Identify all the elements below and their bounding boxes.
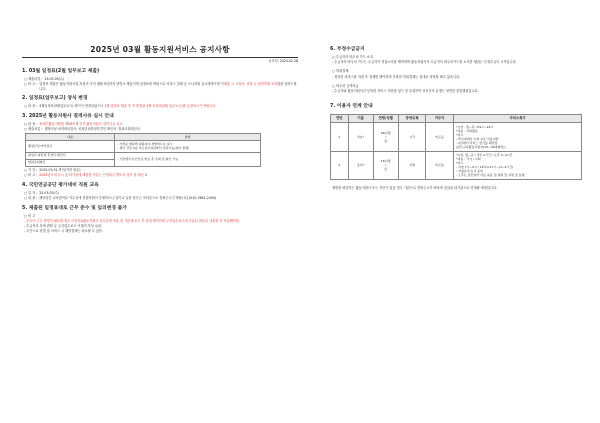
footer-note: 재방을 희망하는 활동지원사 또는 지인이 있을 경우 기관으로 연락주시기 바라며 결실내 타기관으로 연계될 예정입니다.	[332, 185, 498, 190]
table-row: 범죄조회회신	[26, 159, 261, 166]
service-details: *요일 : 월~목 / 09시~16시 *내용 : 사회활동 *비고 - 학교내에서 수업 보조 이동지원 - 1일체서 서비스 받기를 희망함 (골든교육활동지원자(15~30대희망))	[453, 123, 581, 151]
section-1-heading: 1. 03월 일정표(2월 업무보고 제출)	[22, 68, 100, 74]
requirements-table	[25, 133, 261, 166]
section-4-heading: 4. 국민연금공단 평가대비 직원 교육	[22, 182, 99, 188]
table-row: 1 안효* 66년생 / 남 시각 마포동 *요일 : 월~목 / 09시~16시 *내용 : 사회활동 *비고 - 학교내에서 수업 보조 이동지원 - 1일체서 서비스 받기를 희망함 (골든교육활동지원자(15~30대희망))	[331, 123, 582, 151]
sec6-item-label: □ 허위결제	[332, 69, 349, 74]
sec6-item-text: - 정당한 서비스를 지원 후 결제를 해야하며 부당한 허위결제는 절대로 정당화 될수 없습니다.	[332, 74, 461, 79]
section-6-heading: 6. 부정수급금지	[330, 47, 365, 52]
sec5-line: - 수급자의 상태 변화 등 주간업무보고 이행의 작성 요함.	[24, 224, 103, 229]
sec1-note: □ 비 고 : 일정표 제출은 활동지원사업 지침의 의거 매월 5일까지 당연시 제출이며 일정표를 바탕으로 서비스 결제 등 모니터링 실시예정이며 미제출 시 시정서, 징계 등 엄격하게 조치함을 알려드립니다.	[24, 81, 297, 91]
section-3-heading: 3. 2025년 활동지원사 결격사유 실시 안내	[22, 113, 114, 119]
title-divider	[22, 57, 298, 58]
sec6-item-label: □ 수급자의 바우처 카드 소지	[332, 55, 373, 60]
sec3-period: □ 기 간 : 2025.03.31.까지(기한 엄수)	[24, 168, 81, 172]
sec1-deadline: □ 제출마감 : 25.03.05(수)	[24, 76, 65, 81]
sec3-content: □ 내 용 : 장애인활동지원법 제26조제 의거 활동지원사 결격사유 실시	[24, 122, 123, 127]
table-header: 장애유형	[398, 115, 426, 123]
table-row: 피성년·피한정 후견인 확인서 - 기관에서 본인인증 완료 후 조회 및 회신 가능	[26, 152, 261, 159]
table-row: 2 송하* 16년생 / 남 지체 마포동 *요일: 월~금 / 성인 2시간 / 오후 3~4시간 *내용 : 가사 / 사회 *비고 - 여청 7시~9시 / 16시or17시~(3~4시간) - 여청준비 등교 준비 - 오후는 집안에서 아동 돌봄 및 재원 및 지원 및 동행	[331, 151, 582, 179]
service-details: *요일: 월~금 / 성인 2시간 / 오후 3~4시간 *내용 : 가사 / 사회 *비고 - 여청 7시~9시 / 16시or17시~(3~4시간) - 여청준비 등교 준비 - 오후는 집안에서 아동 돌봄 및 재원 및 지원 및 동행	[453, 151, 581, 179]
page-title: 2025년 03월 활동지원서비스 공지사항	[90, 45, 230, 54]
table-header: 이름	[348, 115, 373, 123]
sec1-warning: 미제출 시 시정서, 징계 등 엄격하게 조치	[220, 81, 278, 86]
sec4-content: □ 내 용 : 해당일은 교육참여로 사무실에 전원직원이 부재하오니 일이나 급한 용무는 포터폰으로 전화주시기 바랍니다.(010-7661-2409)	[24, 196, 217, 201]
table-header: 서비스특구	[453, 115, 581, 123]
sec2-warning: 3월 일정표 제출 후 꼭 변경된 4월 일정표(3월 업무보고)를 수령하시기 바랍니다.	[104, 104, 217, 109]
sec5-warning: - 부득이 근무 변경이 필요할 경우 이용자&활동지원사 상호간에 조율 및 기관에 보고 후 변경 해야하며 무단업무보고에 사유된 변동된 내용을 꼭 작성해야함.	[24, 218, 240, 223]
section-2-heading: 2. 일정표(업무보고) 양식 변경	[22, 96, 88, 102]
sec2-content: □ 내 용 : 4월일정표(3월업무보고) 양식이 변경되었으니 3월 일정표 제출 후 꼭 변경된 4월 일정표(3월 업무보고)를 수령하시기 바랍니다.	[24, 104, 217, 109]
table-row: 행정신성 마약검사 - 가까운 병원에 내원하여 개별적으로 실시 - 센터 건물 2층 마포성모내과에서 검사가능(실비 발생)	[26, 141, 261, 152]
sec5-line: - 무단으로 변경 및 서비스 시 해당결제는 취소될 수 있음.	[24, 229, 104, 234]
sec6-item-text: - 수급자의 바우처 카드는 수급자가 직접소지를 해야하며 활동지원사가 수급자의 바우처카드를 소지한 행위는 부정수급이 시작입니다.	[332, 60, 517, 65]
sec3-docs: □ 제출서류 : 행정신성 마약대마검사, 피성년피한정후견인 확인서, 범죄조회회신서	[24, 127, 140, 132]
table-header: 방법	[115, 134, 261, 141]
table-header: 연령/성별	[373, 115, 398, 123]
left-column	[22, 0, 298, 234]
table-header: 연번	[331, 115, 349, 123]
sec6-item-label: □ 바우처 금액지급	[332, 83, 359, 88]
section-5-heading: 5. 제출된 일정표대로 근무 준수 및 임의변경 불가	[22, 205, 127, 211]
sec6-item-text: - 수급자와 활동지원사간 부당한 서비스 비용을 청구 및 수령하여 상호간의 분쟁는 엄연한 불법행위입니다.	[332, 88, 479, 93]
sec5-label: □ 비 고	[24, 213, 36, 218]
table-header: 내용	[26, 134, 115, 141]
sec3-etc: □ 비 고 : 2025년도에 실시 및 타기관에 제출한 서류는 인정되니 별도의 검사 및 회신 X	[24, 173, 147, 178]
section-7-heading: 7. 이용자 연계 안내	[330, 104, 373, 110]
user-table	[330, 114, 582, 180]
right-column	[330, 0, 582, 191]
sec4-date: □ 일 자 : 25.03.05(수)	[24, 190, 60, 195]
table-header: 거주지	[426, 115, 454, 123]
notice-date: 공지일: 2024.02.28	[268, 59, 298, 63]
